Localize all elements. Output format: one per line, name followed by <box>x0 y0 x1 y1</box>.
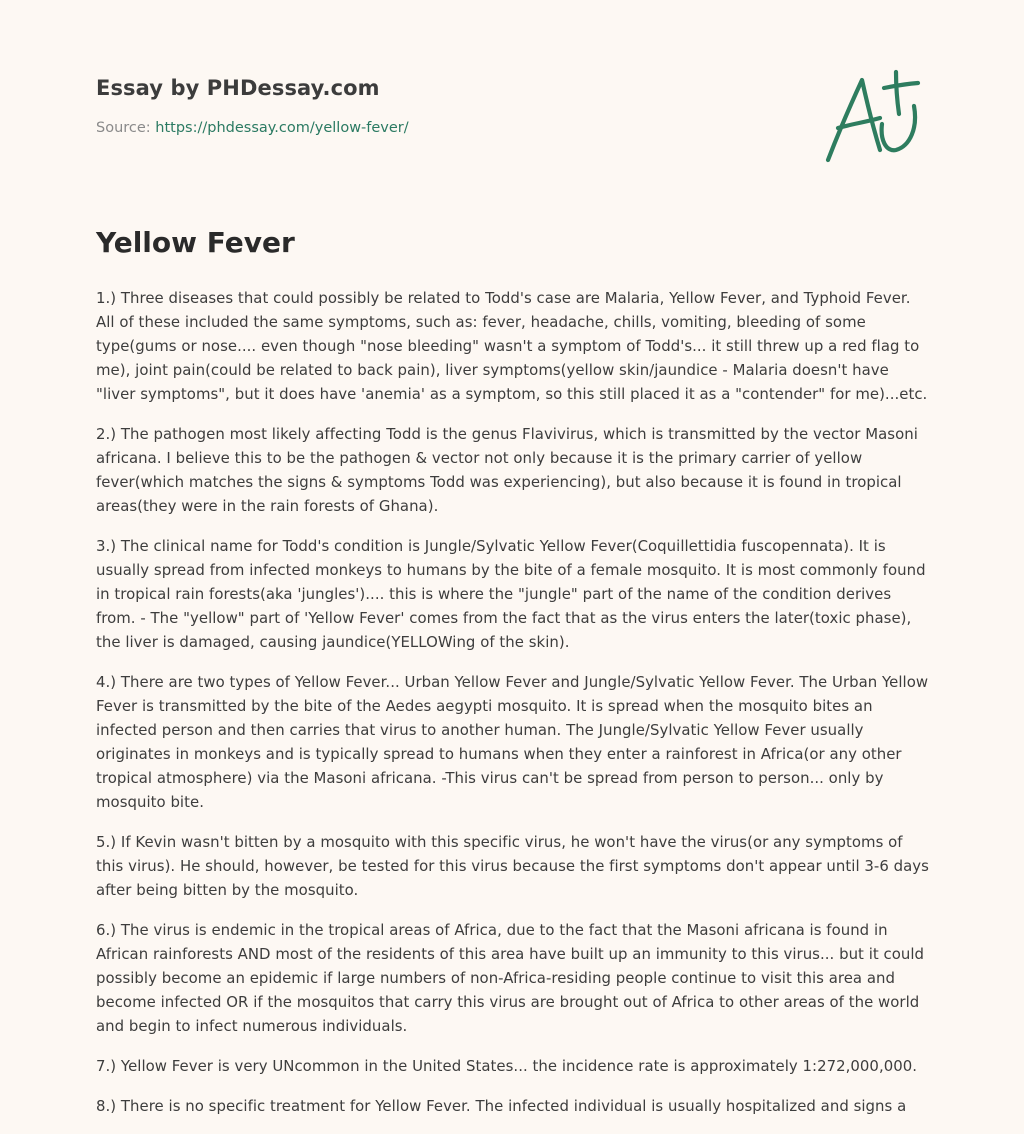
paragraph: 1.) Three diseases that could possibly be related to Todd's case are Malaria, Yellow Fever, and Typhoid Fever. All of these included the same symptoms, such as: fever, headache, chills, vomiting, bleeding of some type(gums or nose.... even though "nose bleeding" wasn't a symptom of Todd's... it still threw up a red flag to me), joint pain(could be related to back pain), liver symptoms(yellow skin/jaundice - Malaria doesn't have "liver symptoms", but it does have 'anemia' as a symptom, so this still placed it as a "contender" for me)...etc. <box>96 289 928 403</box>
source-line <box>96 120 796 136</box>
essay-header <box>96 72 796 136</box>
brand-title: Essay by PHDessay.com <box>96 76 380 100</box>
paragraph: 3.) The clinical name for Todd's condition is Jungle/Sylvatic Yellow Fever(Coquillettidia fuscopennata). It is usually spread from infected monkeys to humans by the bite of a female mosquito. It is most commonly found in tropical rain forests(aka 'jungles').... this is where the "jungle" part of the name of the condition derives from. - The "yellow" part of 'Yellow Fever' comes from the fact that as the virus enters the later(toxic phase), the liver is damaged, causing jaundice(YELLOWing of the skin). <box>96 537 926 651</box>
paragraph: 4.) There are two types of Yellow Fever... Urban Yellow Fever and Jungle/Sylvatic Yellow Fever. The Urban Yellow Fever is transmitted by the bite of the Aedes aegypti mosquito. It is spread when the mosquito bites an infected person and then carries that virus to another human. The Jungle/Sylvatic Yellow Fever usually originates in monkeys and is typically spread to humans when they enter a rainforest in Africa(or any other tropical atmosphere) via the Masoni africana. -This virus can't be spread from person to person... only by mosquito bite. <box>96 673 929 811</box>
paragraph: 7.) Yellow Fever is very UNcommon in the United States... the incidence rate is approximately 1:272,000,000. <box>96 1057 918 1075</box>
essay-body <box>96 286 930 1134</box>
paragraph: 5.) If Kevin wasn't bitten by a mosquito with this specific virus, he won't have the virus(or any symptoms of this virus). He should, however, be tested for this virus because the first symptoms don't appear until 3-6 days after being bitten by the mosquito. <box>96 833 929 899</box>
paragraph: 2.) The pathogen most likely affecting Todd is the genus Flavivirus, which is transmitted by the vector Masoni africana. I believe this to be the pathogen & vector not only because it is the primary carrier of yellow fever(which matches the signs & symptoms Todd was experiencing), but also because it is found in tropical areas(they were in the rain forests of Ghana). <box>96 425 918 515</box>
source-label: Source: <box>96 120 156 136</box>
essay-title: Yellow Fever <box>96 226 295 259</box>
source-link[interactable]: https://phdessay.com/yellow-fever/ <box>155 120 409 136</box>
paragraph: 6.) The virus is endemic in the tropical areas of Africa, due to the fact that the Masoni africana is found in African rainforests AND most of the residents of this area have built up an immunity to this virus... but it could possibly become an epidemic if large numbers of non-Africa-residing people continue to visit this area and become infected OR if the mosquitos that carry this virus are brought out of Africa to other areas of the world and begin to infect numerous individuals. <box>96 921 925 1035</box>
paragraph: 8.) There is no specific treatment for Yellow Fever. The infected individual is usually hospitalized and signs a <box>96 1097 907 1115</box>
a-plus-grade-icon <box>820 66 930 166</box>
